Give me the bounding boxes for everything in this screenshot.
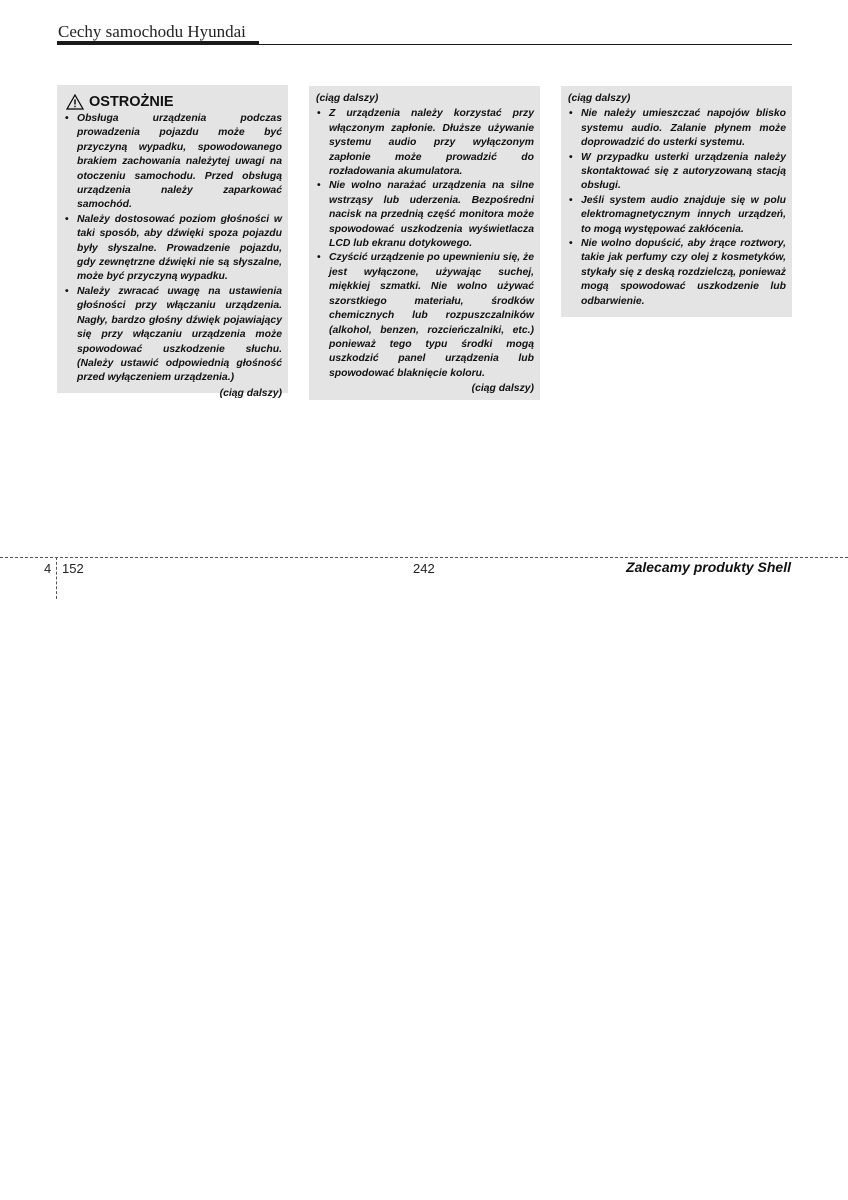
list-item: • Należy dostosować poziom głośności w taki sposób, aby dźwięki spoza pojazdu były słyszalne. Prowadzenie pojazdu, gdy zewnętrzne dźwięki nie są słyszalne, może być przyczyną wypadku. bbox=[64, 213, 282, 285]
list-item: • Nie należy umieszczać napojów blisko systemu audio. Zalanie płynem może doprowadzić do usterki systemu. bbox=[568, 107, 786, 150]
list-item: • Z urządzenia należy korzystać przy włączonym zapłonie. Dłuższe używanie systemu audio przy wyłączonym zapłonie może prowadzić do rozładowania akumulatora. bbox=[316, 107, 534, 179]
continued-label: (ciąg dalszy) bbox=[219, 387, 282, 399]
document-page-number: 242 bbox=[413, 561, 435, 576]
header-rule-thick bbox=[57, 41, 259, 45]
list-item: • Jeśli system audio znajduje się w polu elektromagnetycznym innych urządzeń, to mogą występować zakłócenia. bbox=[568, 194, 786, 237]
caution-list bbox=[64, 112, 282, 386]
caution-heading-label: OSTROŻNIE bbox=[89, 94, 174, 110]
caution-box bbox=[57, 85, 288, 399]
header-rule-thin bbox=[259, 44, 792, 45]
footer-dashed-rule bbox=[0, 557, 848, 558]
list-item: • W przypadku usterki urządzenia należy skontaktować się z autoryzowaną stacją obsługi. bbox=[568, 151, 786, 194]
list-item: • Nie wolno narażać urządzenia na silne wstrząsy lub uderzenia. Bezpośredni nacisk na przednią część monitora może spowodować uszkodzenia wyświetlacza LCD lub ekranu dotykowego. bbox=[316, 179, 534, 251]
list-item: • Obsługa urządzenia podczas prowadzenia pojazdu może być przyczyną wypadku, spowodowanego brakiem zachowania należytej uwagi na otoczeniu samochodu. Przed obsługą urządzenia należy zaparkować samochód. bbox=[64, 112, 282, 213]
continued-box-2 bbox=[309, 86, 540, 400]
caution-list bbox=[568, 107, 786, 309]
continued-top-label: (ciąg dalszy) bbox=[568, 93, 631, 104]
continued-box-3 bbox=[561, 86, 792, 317]
page-header-title: Cechy samochodu Hyundai bbox=[58, 22, 246, 41]
page-number: 152 bbox=[62, 561, 84, 576]
continued-top-label: (ciąg dalszy) bbox=[316, 93, 379, 104]
footer-brand-text: Zalecamy produkty Shell bbox=[626, 559, 791, 575]
caution-list bbox=[316, 107, 534, 381]
list-item: • Należy zwracać uwagę na ustawienia głośności przy włączaniu urządzenia. Nagły, bardzo głośny dźwięk pojawiający się przy włączaniu urządzenia może spowodować uszkodzenie słuchu. (Należy ustawić odpowiednią głośność przed wyłączeniem urządzenia.) bbox=[64, 285, 282, 386]
list-item: • Nie wolno dopuścić, aby żrące roztwory, takie jak perfumy czy olej z kosmetyków, stykały się z deską rozdzielczą, ponieważ mogą spowodować uszkodzenie lub odbarwienie. bbox=[568, 237, 786, 309]
continued-label: (ciąg dalszy) bbox=[471, 383, 534, 395]
chapter-number: 4 bbox=[44, 561, 52, 576]
footer-dashed-divider bbox=[56, 557, 57, 599]
caution-heading bbox=[66, 93, 282, 111]
list-item: • Czyścić urządzenie po upewnieniu się, że jest wyłączone, używając suchej, miękkiej szmatki. Nie wolno używać szorstkiego materiału, środków chemicznych lub rozpuszczalników (alkohol, benzen, rozcieńczalniki, etc.) ponieważ tego typu środki mogą uszkodzić panel urządzenia lub spowodować blaknięcie koloru. bbox=[316, 251, 534, 381]
warning-triangle-icon bbox=[66, 94, 84, 110]
